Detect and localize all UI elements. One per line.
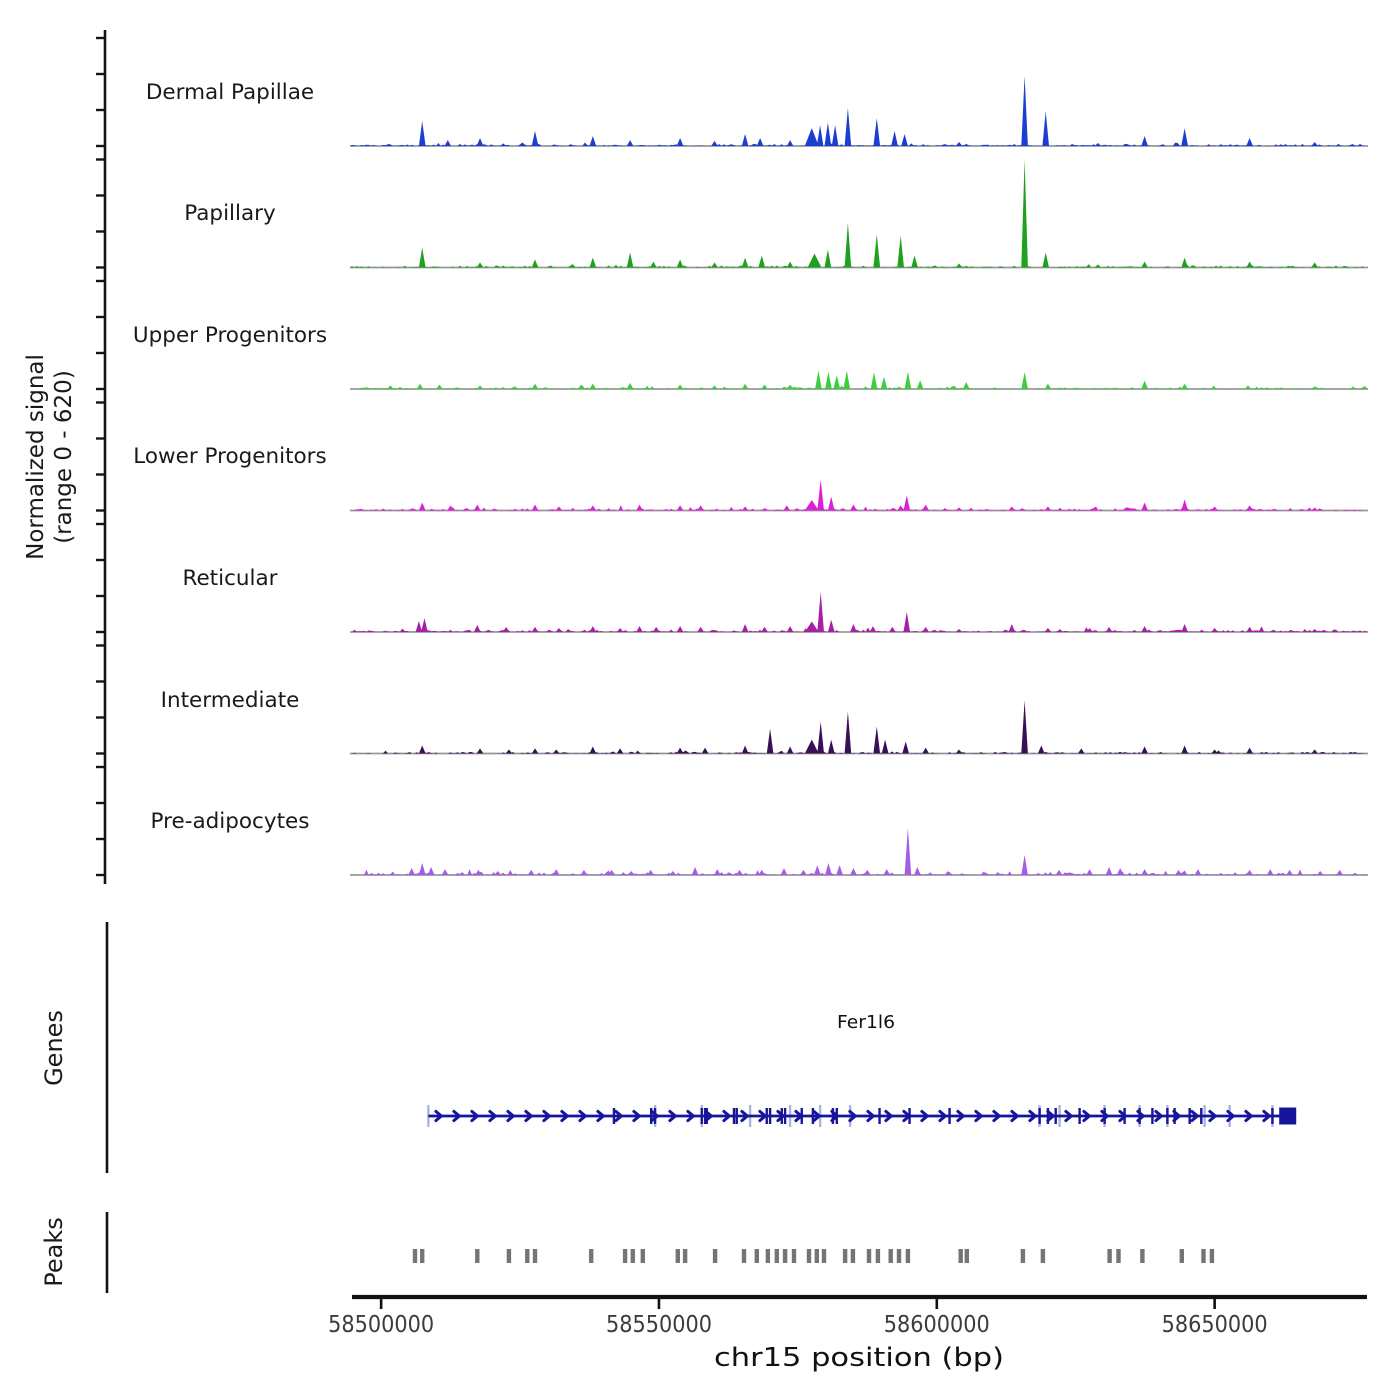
peak-call-bar — [783, 1249, 787, 1263]
chart-dynamic-layer — [96, 30, 1368, 1309]
track-signal-2 — [419, 160, 1318, 268]
peak-call-bar — [631, 1249, 635, 1263]
track-label-dermal-papillae: Dermal Papillae — [145, 80, 315, 105]
peak-call-bar — [507, 1249, 511, 1263]
peak-call-bar — [1140, 1249, 1144, 1263]
peak-call-bar — [1201, 1249, 1205, 1263]
peak-call-bar — [589, 1249, 593, 1263]
track-signal-5 — [416, 592, 1318, 632]
track-signal-7 — [408, 828, 1343, 875]
peak-call-bar — [1180, 1249, 1184, 1263]
peak-call-bar — [815, 1249, 819, 1263]
peak-call-bar — [676, 1249, 680, 1263]
gene-terminal-exon — [1279, 1108, 1296, 1125]
track-signal-6 — [419, 701, 1318, 754]
peak-call-bar — [641, 1249, 645, 1263]
peak-call-bar — [525, 1249, 529, 1263]
peak-call-bar — [755, 1249, 759, 1263]
peak-call-bar — [1116, 1249, 1120, 1263]
track-label-pre-adipocytes: Pre-adipocytes — [150, 809, 310, 834]
x-tick-label-0: 58500000 — [328, 1312, 435, 1338]
peak-call-bar — [475, 1249, 479, 1263]
track-signal-4 — [419, 480, 1318, 511]
peak-call-bar — [1041, 1249, 1045, 1263]
peak-call-bar — [822, 1249, 826, 1263]
peak-call-bar — [683, 1249, 687, 1263]
x-tick-label-1: 58550000 — [605, 1312, 712, 1338]
peak-call-bar — [897, 1249, 901, 1263]
peak-call-bar — [413, 1249, 417, 1263]
genes-section-label: Genes — [40, 1010, 68, 1086]
peak-call-bar — [1107, 1249, 1111, 1263]
peak-call-bar — [623, 1249, 627, 1263]
peak-call-bar — [1210, 1249, 1214, 1263]
gene-name-label: Fer1l6 — [837, 1012, 895, 1033]
track-label-papillary: Papillary — [184, 201, 276, 226]
peak-call-bar — [807, 1249, 811, 1263]
y-axis-label-line1: Normalized signal — [23, 354, 49, 560]
peak-call-bar — [766, 1249, 770, 1263]
track-label-reticular: Reticular — [182, 566, 278, 591]
track-signal-3 — [417, 371, 1318, 389]
peak-call-bar — [420, 1249, 424, 1263]
track-label-upper-progenitors: Upper Progenitors — [132, 323, 328, 348]
peak-call-bar — [713, 1249, 717, 1263]
peak-call-bar — [1021, 1249, 1025, 1263]
peak-call-bar — [775, 1249, 779, 1263]
peak-call-bar — [851, 1249, 855, 1263]
peak-call-bar — [742, 1249, 746, 1263]
track-signal-1 — [419, 76, 1318, 146]
x-tick-label-3: 58650000 — [1161, 1312, 1268, 1338]
x-axis-title: chr15 position (bp) — [714, 1343, 1004, 1373]
peak-call-bar — [906, 1249, 910, 1263]
y-axis-label-line2: (range 0 - 620) — [51, 370, 77, 544]
peak-call-bar — [843, 1249, 847, 1263]
track-label-lower-progenitors: Lower Progenitors — [133, 444, 327, 469]
track-noise-7 — [350, 869, 1368, 875]
track-label-intermediate: Intermediate — [160, 688, 300, 713]
peak-call-bar — [889, 1249, 893, 1263]
peak-call-bar — [876, 1249, 880, 1263]
x-tick-label-2: 58600000 — [883, 1312, 990, 1338]
peaks-section-label: Peaks — [40, 1217, 68, 1287]
peak-call-bar — [533, 1249, 537, 1263]
peak-call-bar — [867, 1249, 871, 1263]
peak-call-bar — [965, 1249, 969, 1263]
peak-call-bar — [792, 1249, 796, 1263]
peak-call-bar — [959, 1249, 963, 1263]
